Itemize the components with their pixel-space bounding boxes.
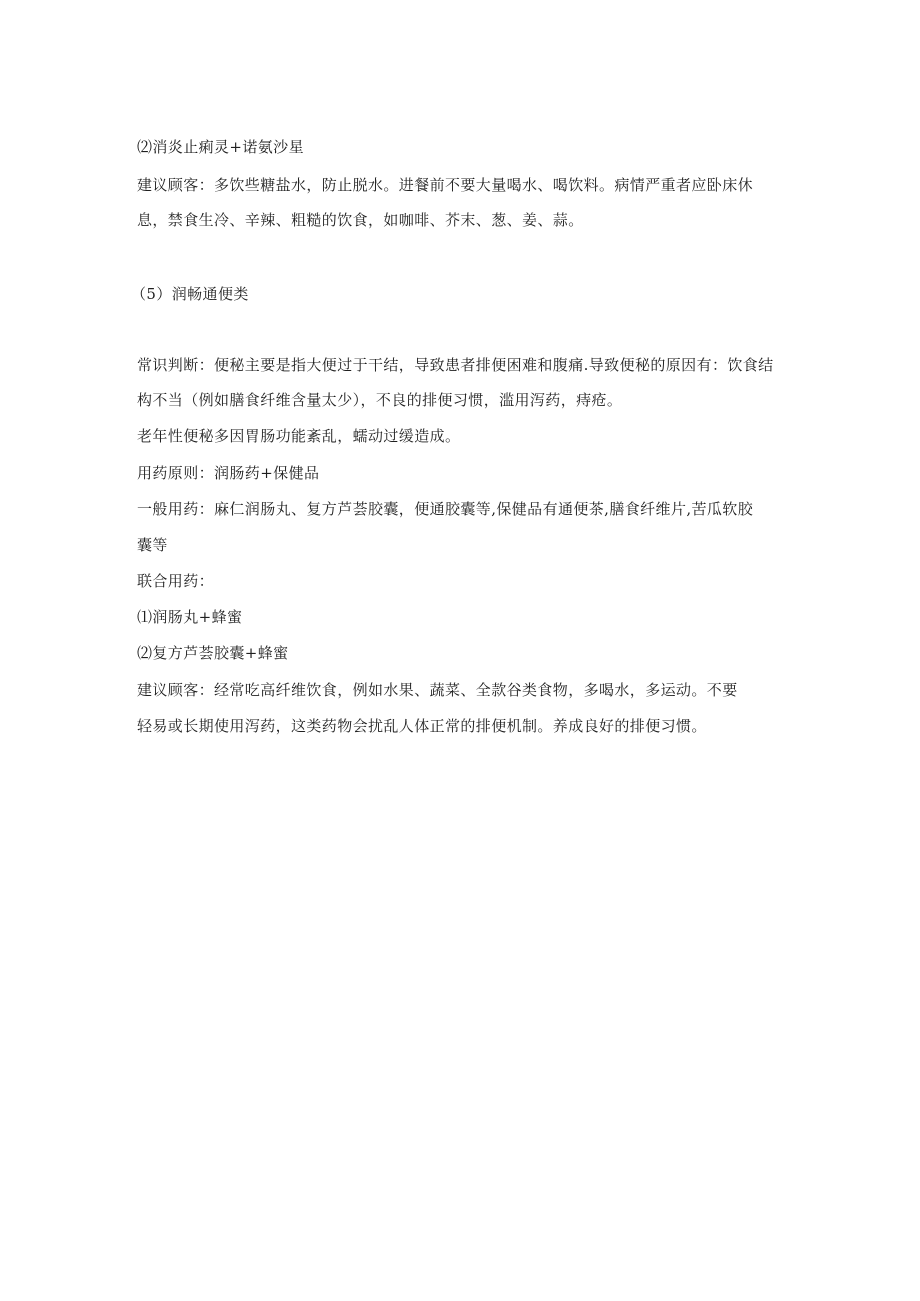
knowledge-paragraph-line-2: 构不当（例如膳食纤维含量太少），不良的排便习惯，滥用泻药，痔疮。 xyxy=(137,391,623,409)
general-medication-line-2: 囊等 xyxy=(137,536,168,554)
combo-item-2-text: ⑵复方芦荟胶囊+蜂蜜 xyxy=(137,644,289,662)
elderly-constipation-text: 老年性便秘多因胃肠功能紊乱，蠕动过缓造成。 xyxy=(137,427,461,445)
combo-item-1-text: ⑴润肠丸+蜂蜜 xyxy=(137,608,243,626)
advice-paragraph-line-1: 建议顾客：多饮些糖盐水，防止脱水。进餐前不要大量喝水、喝饮料。病情严重者应卧床休 xyxy=(137,176,754,194)
section-heading-laxatives: （5）润畅通便类 xyxy=(131,285,249,303)
combination-medication-label: 联合用药： xyxy=(137,572,215,590)
advice-paragraph-line-2: 息，禁食生冷、辛辣、粗糙的饮食，如咖啡、芥末、葱、姜、蒜。 xyxy=(137,211,584,229)
customer-advice-line-2: 轻易或长期使用泻药，这类药物会扰乱人体正常的排便机制。养成良好的排便习惯。 xyxy=(137,717,707,735)
combo-item-2-text: ⑵消炎止痢灵+诺氨沙星 xyxy=(137,138,304,156)
knowledge-paragraph-line-1: 常识判断：便秘主要是指大便过于干结，导致患者排便困难和腹痛.导致便秘的原因有：饮食结 xyxy=(137,356,774,374)
customer-advice-line-1: 建议顾客：经常吃高纤维饮食，例如水果、蔬菜、全款谷类食物，多喝水，多运动。不要 xyxy=(137,681,738,699)
medication-principle-text: 用药原则：润肠药+保健品 xyxy=(137,464,320,482)
general-medication-line-1: 一般用药：麻仁润肠丸、复方芦荟胶囊，便通胶囊等,保健品有通便茶,膳食纤维片,苦瓜软胶 xyxy=(137,500,754,518)
